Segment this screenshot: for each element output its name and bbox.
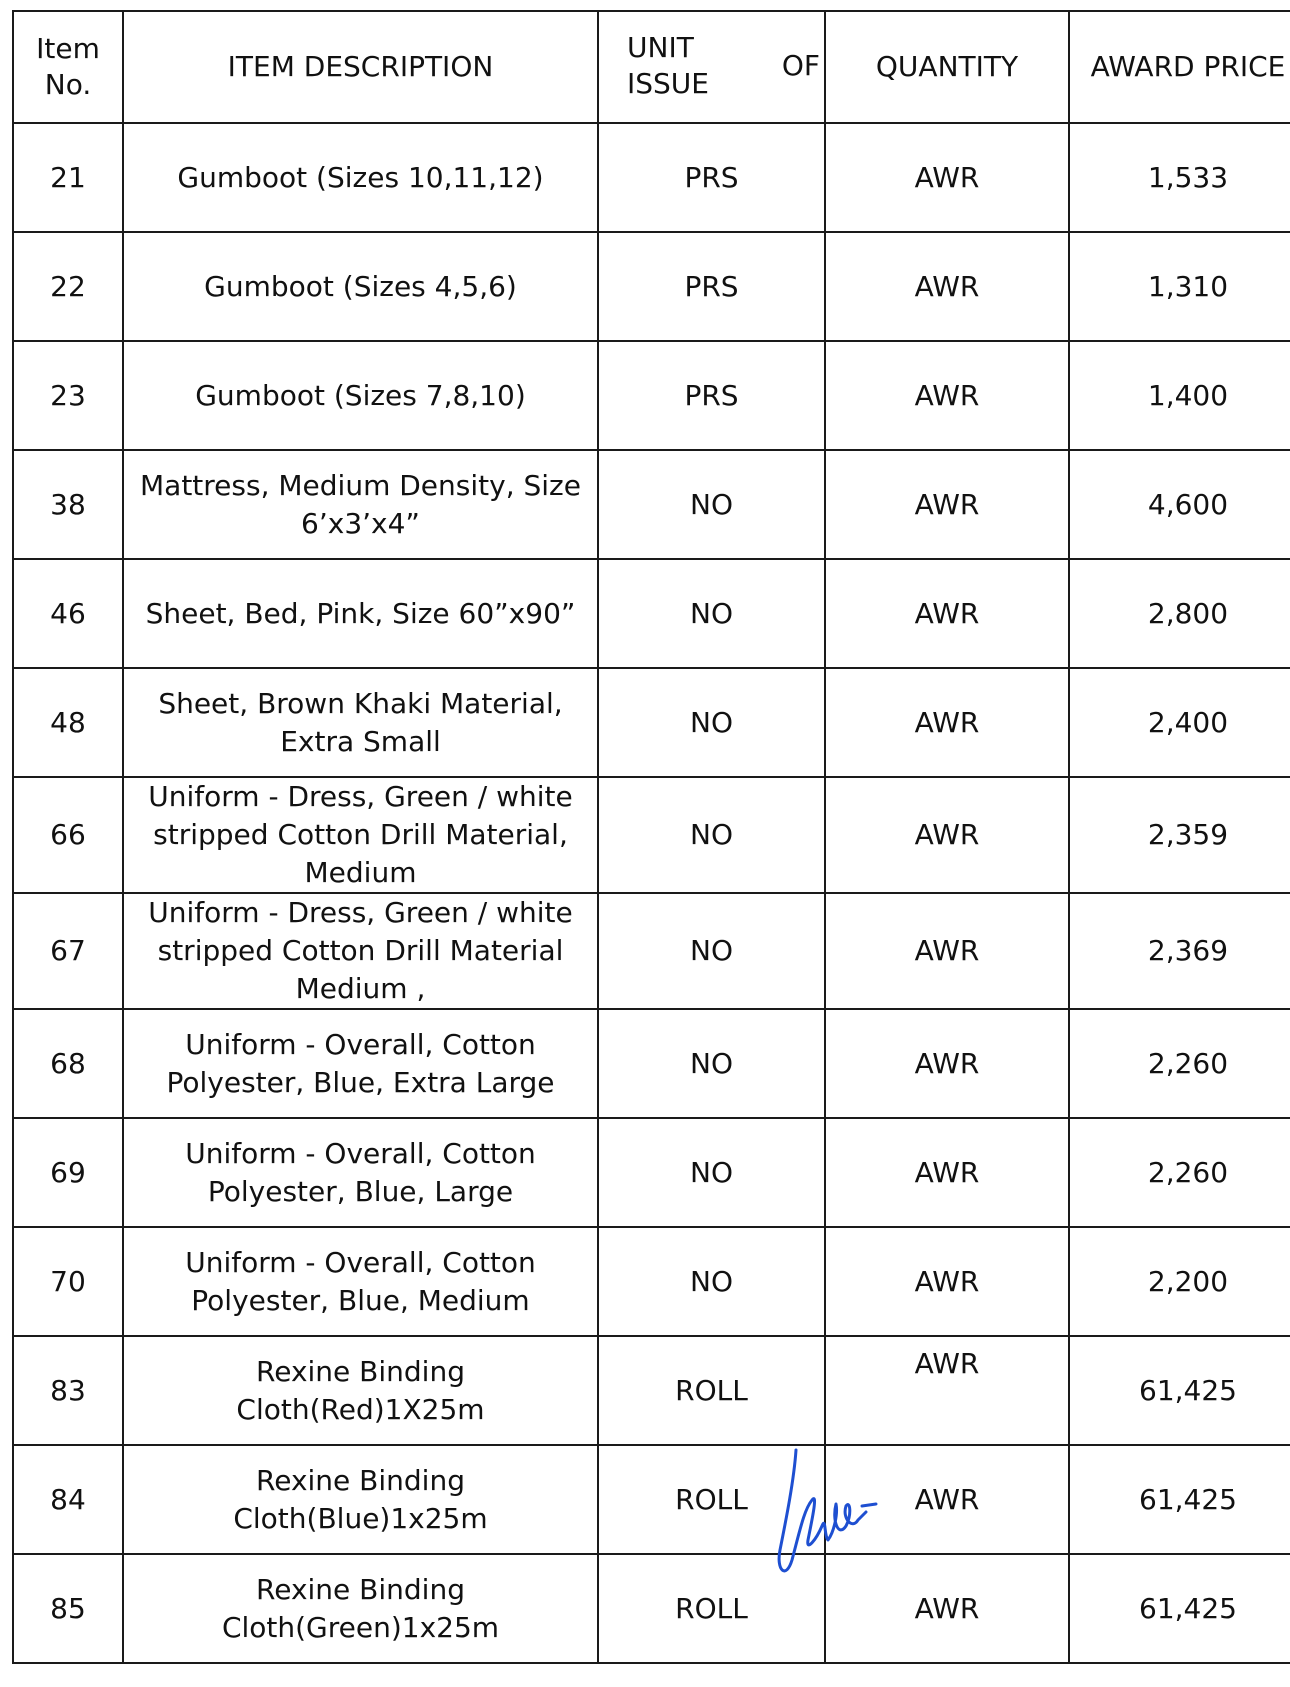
table-row [13,1336,1290,1445]
description-cell: Uniform - Dress, Green / white stripped Cotton Drill Material, Medium [123,777,598,893]
header-description-label: ITEM DESCRIPTION [227,50,494,83]
item-no-cell: 70 [13,1227,123,1336]
quantity-cell: AWR [825,1227,1069,1336]
price-cell: 2,260 [1069,1009,1290,1118]
table-row [13,1554,1290,1663]
unit-cell: PRS [598,341,825,450]
item-no-cell: 83 [13,1336,123,1445]
item-no-cell: 69 [13,1118,123,1227]
header-unit-line2: ISSUE [627,67,709,100]
table-row [13,341,1290,450]
table-row [13,1227,1290,1336]
header-unit-line1: UNIT [627,31,694,64]
award-document [12,10,1290,1664]
header-row [13,11,1290,123]
unit-cell: PRS [598,123,825,232]
price-cell: 2,800 [1069,559,1290,668]
header-award-price [1069,11,1290,123]
award-price-table [12,10,1290,1664]
table-row [13,1009,1290,1118]
quantity-cell: AWR [825,450,1069,559]
table-row [13,1118,1290,1227]
description-cell: Uniform - Overall, Cotton Polyester, Blue, Extra Large [123,1009,598,1118]
price-cell: 1,310 [1069,232,1290,341]
quantity-cell: AWR [825,341,1069,450]
quantity-cell [825,1336,1069,1445]
table-row [13,559,1290,668]
price-cell: 2,369 [1069,893,1290,1009]
price-cell: 1,533 [1069,123,1290,232]
quantity-cell: AWR [825,1009,1069,1118]
description-cell: Rexine Binding Cloth(Red)1X25m [123,1336,598,1445]
item-no-cell: 66 [13,777,123,893]
table-row [13,1445,1290,1554]
unit-cell: NO [598,450,825,559]
unit-cell: NO [598,893,825,1009]
unit-cell: ROLL [598,1336,825,1445]
price-cell: 2,400 [1069,668,1290,777]
item-no-cell: 38 [13,450,123,559]
description-cell: Sheet, Bed, Pink, Size 60”x90” [123,559,598,668]
price-cell: 61,425 [1069,1554,1290,1663]
header-item-no-label: Item No. [36,32,100,101]
price-cell: 4,600 [1069,450,1290,559]
price-cell: 2,260 [1069,1118,1290,1227]
item-no-cell: 46 [13,559,123,668]
quantity-cell: AWR [825,1118,1069,1227]
unit-cell: NO [598,1118,825,1227]
item-no-cell: 67 [13,893,123,1009]
header-quantity-label: QUANTITY [875,50,1019,83]
quantity-cell: AWR [825,1554,1069,1663]
quantity-cell: AWR [825,668,1069,777]
description-cell: Rexine Binding Cloth(Green)1x25m [123,1554,598,1663]
description-cell: Gumboot (Sizes 7,8,10) [123,341,598,450]
description-cell: Gumboot (Sizes 10,11,12) [123,123,598,232]
header-award-price-label: AWARD PRICE [1090,50,1286,83]
unit-cell: ROLL [598,1554,825,1663]
item-no-cell: 68 [13,1009,123,1118]
header-item-no [13,11,123,123]
description-cell: Mattress, Medium Density, Size 6’x3’x4” [123,450,598,559]
table-row [13,232,1290,341]
description-cell: Uniform - Overall, Cotton Polyester, Blue, Medium [123,1227,598,1336]
item-no-cell: 21 [13,123,123,232]
quantity-cell: AWR [825,1445,1069,1554]
header-unit-of: OF [781,49,820,82]
quantity-cell: AWR [825,232,1069,341]
header-quantity [825,11,1069,123]
price-cell: 1,400 [1069,341,1290,450]
header-unit-of-issue [598,11,825,123]
unit-cell: NO [598,1227,825,1336]
table-row [13,668,1290,777]
quantity-cell: AWR [825,893,1069,1009]
description-cell: Uniform - Overall, Cotton Polyester, Blue, Large [123,1118,598,1227]
item-no-cell: 22 [13,232,123,341]
unit-cell: NO [598,668,825,777]
description-cell: Gumboot (Sizes 4,5,6) [123,232,598,341]
unit-cell: NO [598,777,825,893]
quantity-cell: AWR [825,559,1069,668]
table-row [13,893,1290,1009]
price-cell: 61,425 [1069,1336,1290,1445]
description-cell: Rexine Binding Cloth(Blue)1x25m [123,1445,598,1554]
table-row [13,450,1290,559]
price-cell: 2,359 [1069,777,1290,893]
unit-cell: ROLL [598,1445,825,1554]
item-no-cell: 48 [13,668,123,777]
table-row [13,123,1290,232]
unit-cell: NO [598,1009,825,1118]
item-no-cell: 85 [13,1554,123,1663]
item-no-cell: 84 [13,1445,123,1554]
table-row [13,777,1290,893]
quantity-cell: AWR [825,123,1069,232]
price-cell: 61,425 [1069,1445,1290,1554]
item-no-cell: 23 [13,341,123,450]
description-cell: Uniform - Dress, Green / white stripped Cotton Drill Material Medium , [123,893,598,1009]
quantity-value: AWR [914,1347,980,1380]
header-description [123,11,598,123]
quantity-cell: AWR [825,777,1069,893]
unit-cell: NO [598,559,825,668]
unit-cell: PRS [598,232,825,341]
price-cell: 2,200 [1069,1227,1290,1336]
description-cell: Sheet, Brown Khaki Material, Extra Small [123,668,598,777]
